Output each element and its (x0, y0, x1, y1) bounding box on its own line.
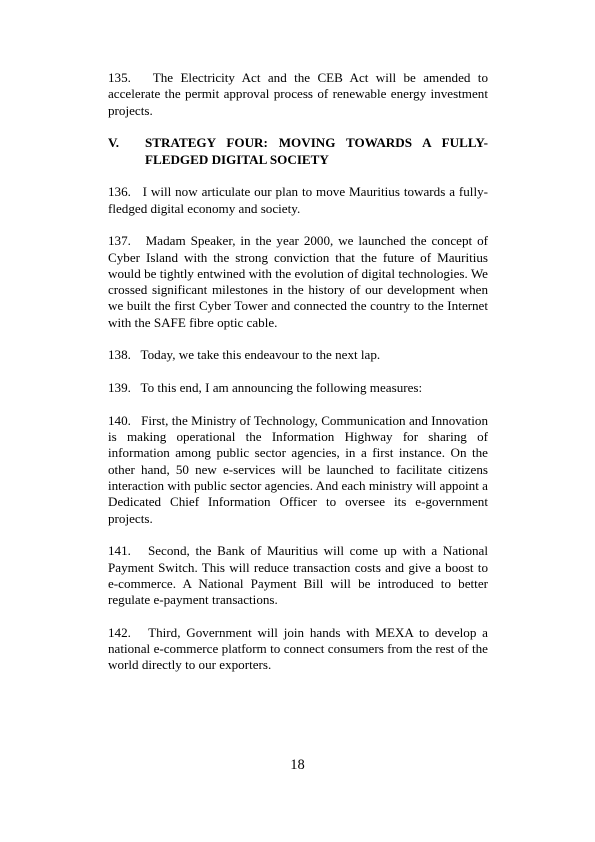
section-numeral: V. (108, 135, 120, 151)
paragraph-text: The Electricity Act and the CEB Act will be amended to accelerate the permit approval process of renewable energy investment projects. (108, 70, 488, 118)
paragraph-141 (108, 543, 488, 608)
paragraph-number: 139. (108, 380, 131, 396)
paragraph-text: First, the Ministry of Technology, Communication and Innovation is making operational the Information Highway for sharing of information among public sector agencies, in a first instance. On the other hand, 50 new e-services will be launched to facilitate citizens interaction with public sector agencies. And each ministry will appoint a Dedicated Chief Information Officer to oversee its e-government projects. (108, 412, 488, 526)
paragraph-137 (108, 233, 488, 331)
paragraph-139 (108, 380, 488, 396)
paragraph-140 (108, 413, 488, 527)
paragraph-text: Today, we take this endeavour to the next lap. (140, 347, 381, 363)
paragraph-text: Third, Government will join hands with MEXA to develop a national e-commerce platform to connect consumers from the rest of the world directly to our exporters. (108, 624, 488, 673)
paragraph-text: I will now articulate our plan to move Mauritius towards a fully-fledged digital economy and society. (108, 184, 488, 216)
paragraph-number: 138. (108, 347, 131, 363)
paragraph-138 (108, 347, 488, 363)
paragraph-136 (108, 184, 488, 217)
paragraph-number: 140. (108, 412, 131, 428)
paragraph-number: 141. (108, 543, 131, 559)
paragraph-number: 137. (108, 233, 131, 249)
paragraph-text: Second, the Bank of Mauritius will come up with a National Payment Switch. This will reduce transaction costs and give a boost to e-commerce. A National Payment Bill will be introduced to better regulate e-payment transactions. (108, 543, 488, 608)
paragraph-135 (108, 70, 488, 119)
paragraph-number: 136. (108, 184, 131, 200)
section-title: STRATEGY FOUR: MOVING TOWARDS A FULLY-FLEDGED DIGITAL SOCIETY (145, 135, 488, 167)
document-page (108, 70, 488, 690)
paragraph-text: To this end, I am announcing the following measures: (140, 380, 423, 396)
section-heading (108, 135, 488, 168)
paragraph-text: Madam Speaker, in the year 2000, we launched the concept of Cyber Island with the strong conviction that the future of Mauritius would be tightly entwined with the evolution of digital technologies. We crossed significant milestones in the history of our development when we built the first Cyber Tower and connected the country to the Internet with the SAFE fibre optic cable. (108, 233, 488, 330)
paragraph-142 (108, 625, 488, 674)
paragraph-number: 135. (108, 70, 131, 85)
paragraph-number: 142. (108, 624, 131, 640)
page-number: 18 (290, 757, 305, 773)
